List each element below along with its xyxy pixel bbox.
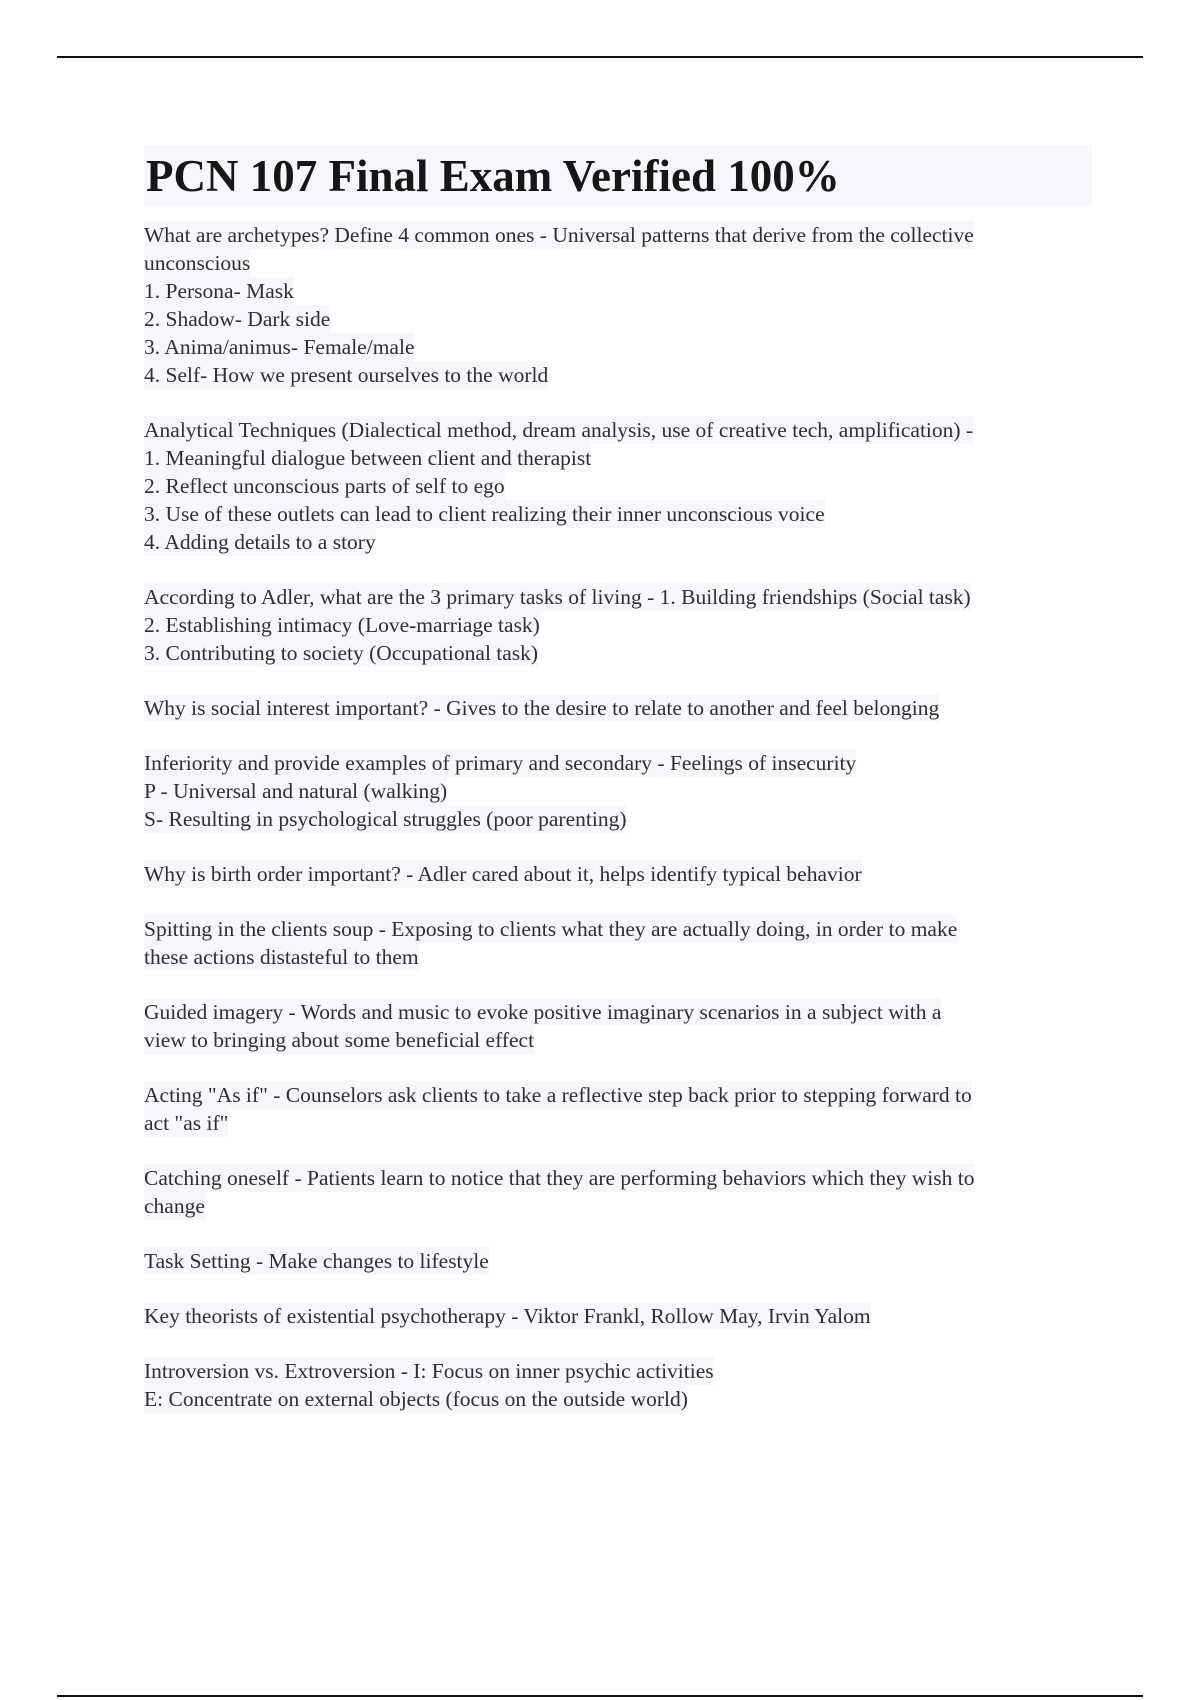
qa-line: Inferiority and provide examples of primary and secondary - Feelings of insecurity [144,751,857,775]
qa-line: Task Setting - Make changes to lifestyle [144,1249,489,1273]
qa-item [144,416,1092,556]
qa-line: E: Concentrate on external objects (focus on the outside world) [144,1387,688,1411]
document-body [144,145,1092,1440]
qa-line: view to bringing about some beneficial effect [144,1028,535,1052]
qa-line: Acting "As if" - Counselors ask clients to take a reflective step back prior to stepping forward to [144,1083,972,1107]
page-title: PCN 107 Final Exam Verified 100% [146,151,840,201]
qa-line: Spitting in the clients soup - Exposing to clients what they are actually doing, in order to make [144,917,958,941]
qa-line: What are archetypes? Define 4 common ones - Universal patterns that derive from the collective [144,223,974,247]
qa-line: Catching oneself - Patients learn to notice that they are performing behaviors which they wish to [144,1166,975,1190]
qa-item [144,1302,1092,1330]
qa-item [144,860,1092,888]
qa-line: 2. Establishing intimacy (Love-marriage task) [144,613,540,637]
qa-line: S- Resulting in psychological struggles (poor parenting) [144,807,627,831]
top-rule [57,56,1143,58]
qa-line: 1. Persona- Mask [144,279,294,303]
qa-line: According to Adler, what are the 3 primary tasks of living - 1. Building friendships (Social task) [144,585,971,609]
bottom-rule [57,1695,1143,1697]
qa-line: Why is birth order important? - Adler cared about it, helps identify typical behavior [144,862,862,886]
qa-item [144,221,1092,389]
qa-item [144,1247,1092,1275]
qa-line: these actions distasteful to them [144,945,419,969]
qa-list [144,221,1092,1413]
qa-item [144,583,1092,667]
qa-line: 4. Adding details to a story [144,530,376,554]
qa-item [144,915,1092,971]
qa-line: Analytical Techniques (Dialectical method, dream analysis, use of creative tech, amplification) - [144,418,974,442]
qa-line: P - Universal and natural (walking) [144,779,448,803]
qa-item [144,1081,1092,1137]
qa-line: 3. Anima/animus- Female/male [144,335,415,359]
qa-item [144,749,1092,833]
qa-line: Introversion vs. Extroversion - I: Focus on inner psychic activities [144,1359,714,1383]
title-band [144,145,1092,205]
qa-line: act "as if" [144,1111,229,1135]
qa-item [144,1164,1092,1220]
qa-line: 4. Self- How we present ourselves to the world [144,363,549,387]
qa-line: 3. Use of these outlets can lead to client realizing their inner unconscious voice [144,502,825,526]
qa-line: 3. Contributing to society (Occupational task) [144,641,539,665]
qa-item [144,998,1092,1054]
qa-line: 2. Reflect unconscious parts of self to ego [144,474,505,498]
qa-line: unconscious [144,251,251,275]
qa-line: 2. Shadow- Dark side [144,307,331,331]
qa-line: Why is social interest important? - Gives to the desire to relate to another and feel belonging [144,696,940,720]
qa-line: Key theorists of existential psychotherapy - Viktor Frankl, Rollow May, Irvin Yalom [144,1304,871,1328]
qa-line: change [144,1194,205,1218]
qa-item [144,694,1092,722]
qa-line: Guided imagery - Words and music to evoke positive imaginary scenarios in a subject with a [144,1000,942,1024]
qa-item [144,1357,1092,1413]
qa-line: 1. Meaningful dialogue between client and therapist [144,446,592,470]
